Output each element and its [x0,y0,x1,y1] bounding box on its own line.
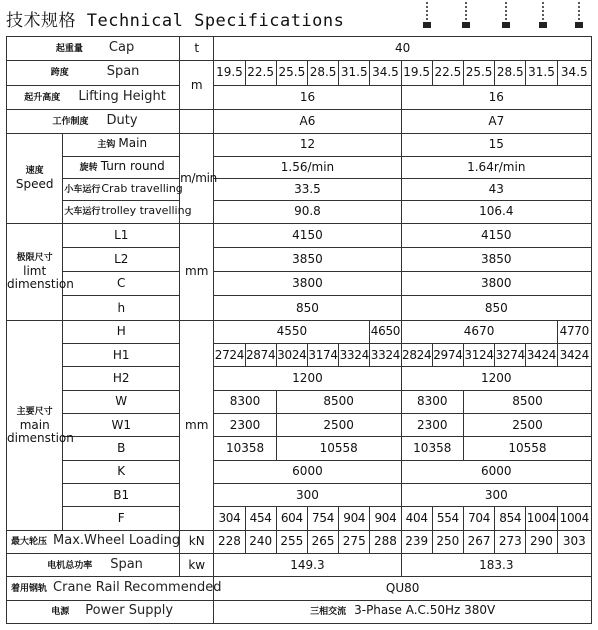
speed-main-a7: 15 [401,134,591,156]
row-speed-turn [7,156,592,178]
main-W1-a7-1: 2300 [401,414,463,437]
row-motor-power [7,553,592,576]
row-max-wheel [7,530,592,553]
main-W-a7-2: 8500 [463,390,591,413]
duty-a6: A6 [214,109,401,133]
row-speed-crab [7,178,592,200]
row-limit-h [7,296,592,320]
main-H-label: H [63,320,180,343]
main-W-a6-2: 8500 [276,390,401,413]
main-F-value: 554 [432,507,463,530]
max-wheel-value: 273 [495,530,526,553]
main-H1-value: 3274 [495,344,526,367]
main-H-a6-2: 4650 [370,320,401,343]
row-main-B [7,437,592,460]
limit-l2-a6: 3850 [214,247,401,271]
speed-crab-label: 小车运行Crab travelling [63,178,180,200]
power-supply-label: 电源 Power Supply [7,600,214,623]
limit-l1-a7: 4150 [401,223,591,247]
max-wheel-value: 228 [214,530,245,553]
max-wheel-value: 239 [401,530,432,553]
main-H-a7-1: 4670 [401,320,557,343]
main-H1-value: 3324 [370,344,401,367]
main-H-a6-1: 4550 [214,320,370,343]
max-wheel-value: 265 [307,530,338,553]
main-B1-label: B1 [63,484,180,507]
speed-turn-a7: 1.64r/min [401,156,591,178]
speed-trolley-label: 大车运行trolley travelling [63,201,180,223]
cap-unit: t [180,37,214,61]
crane-rail-label: 着用钢轨 Crane Rail Recommended [7,577,214,600]
span-value: 19.5 [401,61,432,85]
main-H1-value: 3024 [276,344,307,367]
span-value: 25.5 [276,61,307,85]
main-H1-value: 2874 [245,344,276,367]
spec-table [6,36,592,624]
span-value: 19.5 [214,61,245,85]
main-B1-a6: 300 [214,484,401,507]
lifting-height-label: 起升高度 Lifting Height [7,85,180,109]
main-B-a6-1: 10358 [214,437,276,460]
row-speed-trolley [7,201,592,223]
main-F-value: 304 [214,507,245,530]
limit-l1-label: L1 [63,223,180,247]
max-wheel-value: 275 [339,530,370,553]
speed-trolley-a7: 106.4 [401,201,591,223]
limit-c-label: C [63,272,180,296]
crane-hook-decoration [416,2,586,32]
motor-power-a7: 183.3 [401,553,591,576]
limit-h-label: h [63,296,180,320]
main-F-label: F [63,507,180,530]
span-value: 31.5 [339,61,370,85]
limit-l2-label: L2 [63,247,180,271]
main-W1-a6-2: 2500 [276,414,401,437]
span-label: 跨度 Span [7,61,180,85]
row-main-K [7,460,592,483]
row-limit-c [7,272,592,296]
main-F-value: 604 [276,507,307,530]
limit-unit: mm [180,223,214,320]
main-B-a7-2: 10558 [463,437,591,460]
main-F-value: 454 [245,507,276,530]
lifting-height-a7: 16 [401,85,591,109]
main-W1-label: W1 [63,414,180,437]
row-main-W1 [7,414,592,437]
motor-power-unit: kw [180,553,214,576]
row-crane-rail [7,577,592,600]
motor-power-label: 电机总功率 Span [7,553,180,576]
speed-main-label: 主钩 Main [63,134,180,156]
main-H1-value: 3174 [307,344,338,367]
main-H-a7-2: 4770 [557,320,591,343]
max-wheel-label: 最大轮压 Max.Wheel Loading [7,530,180,553]
limit-h-a7: 850 [401,296,591,320]
limit-l2-a7: 3850 [401,247,591,271]
main-H1-value: 3424 [557,344,591,367]
duty-a7: A7 [401,109,591,133]
main-F-value: 904 [370,507,401,530]
max-wheel-value: 250 [432,530,463,553]
main-F-value: 704 [463,507,494,530]
main-F-value: 754 [307,507,338,530]
main-K-a6: 6000 [214,460,401,483]
speed-unit: m/min [180,134,214,223]
crane-hook-icon [461,2,471,32]
row-limit-l1 [7,223,592,247]
crane-hook-icon [574,2,584,32]
span-unit: m [180,61,214,110]
main-W-a7-1: 8300 [401,390,463,413]
speed-group-label: 速度 Speed [7,134,63,223]
main-H1-value: 2824 [401,344,432,367]
row-lifting-height [7,85,592,109]
duty-unit [180,109,214,133]
main-F-value: 1004 [526,507,557,530]
lifting-height-a6: 16 [214,85,401,109]
max-wheel-value: 240 [245,530,276,553]
row-span [7,61,592,85]
main-F-value: 1004 [557,507,591,530]
row-main-H1 [7,344,592,367]
limit-l1-a6: 4150 [214,223,401,247]
main-H1-value: 3324 [339,344,370,367]
speed-turn-label: 旋转 Turn round [63,156,180,178]
crane-hook-icon [538,2,548,32]
limit-group-label: 极限尺寸 limt dimenstion [7,223,63,320]
power-supply-value: 三相交流 3-Phase A.C.50Hz 380V [214,600,592,623]
cap-label: 起重量 Cap [7,37,180,61]
crane-rail-value: QU80 [214,577,592,600]
row-power-supply [7,600,592,623]
main-H2-a7: 1200 [401,367,591,390]
main-K-label: K [63,460,180,483]
span-value: 34.5 [557,61,591,85]
span-value: 34.5 [370,61,401,85]
crane-hook-icon [422,2,432,32]
max-wheel-value: 267 [463,530,494,553]
main-H1-label: H1 [63,344,180,367]
speed-crab-a7: 43 [401,178,591,200]
row-main-H [7,320,592,343]
speed-trolley-a6: 90.8 [214,201,401,223]
span-value: 31.5 [526,61,557,85]
speed-crab-a6: 33.5 [214,178,401,200]
page-title: 技术规格 Technical Specifications [6,11,345,31]
crane-hook-icon [501,2,511,32]
max-wheel-value: 288 [370,530,401,553]
motor-power-a6: 149.3 [214,553,401,576]
main-K-a7: 6000 [401,460,591,483]
main-dimension-group-label: 主要尺寸 main dimenstion [7,320,63,530]
row-limit-l2 [7,247,592,271]
main-H2-label: H2 [63,367,180,390]
main-dimension-unit: mm [180,320,214,530]
duty-label: 工作制度 Duty [7,109,180,133]
limit-c-a6: 3800 [214,272,401,296]
span-value: 25.5 [463,61,494,85]
cap-value: 40 [214,37,592,61]
max-wheel-value: 290 [526,530,557,553]
main-W1-a6-1: 2300 [214,414,276,437]
row-main-B1 [7,484,592,507]
span-value: 22.5 [245,61,276,85]
row-main-W [7,390,592,413]
main-H1-value: 2974 [432,344,463,367]
row-main-H2 [7,367,592,390]
span-value: 22.5 [432,61,463,85]
speed-main-a6: 12 [214,134,401,156]
main-W-a6-1: 8300 [214,390,276,413]
main-H1-value: 3424 [526,344,557,367]
row-main-F [7,507,592,530]
limit-c-a7: 3800 [401,272,591,296]
row-speed-main [7,134,592,156]
main-B1-a7: 300 [401,484,591,507]
main-B-a7-1: 10358 [401,437,463,460]
main-F-value: 854 [495,507,526,530]
speed-turn-a6: 1.56/min [214,156,401,178]
row-duty [7,109,592,133]
main-W1-a7-2: 2500 [463,414,591,437]
page-header [6,2,592,32]
main-H1-value: 2724 [214,344,245,367]
max-wheel-value: 255 [276,530,307,553]
main-B-label: B [63,437,180,460]
main-H1-value: 3124 [463,344,494,367]
main-B-a6-2: 10558 [276,437,401,460]
main-F-value: 404 [401,507,432,530]
main-H2-a6: 1200 [214,367,401,390]
limit-h-a6: 850 [214,296,401,320]
row-cap [7,37,592,61]
span-value: 28.5 [495,61,526,85]
max-wheel-unit: kN [180,530,214,553]
span-value: 28.5 [307,61,338,85]
main-F-value: 904 [339,507,370,530]
max-wheel-value: 303 [557,530,591,553]
main-W-label: W [63,390,180,413]
